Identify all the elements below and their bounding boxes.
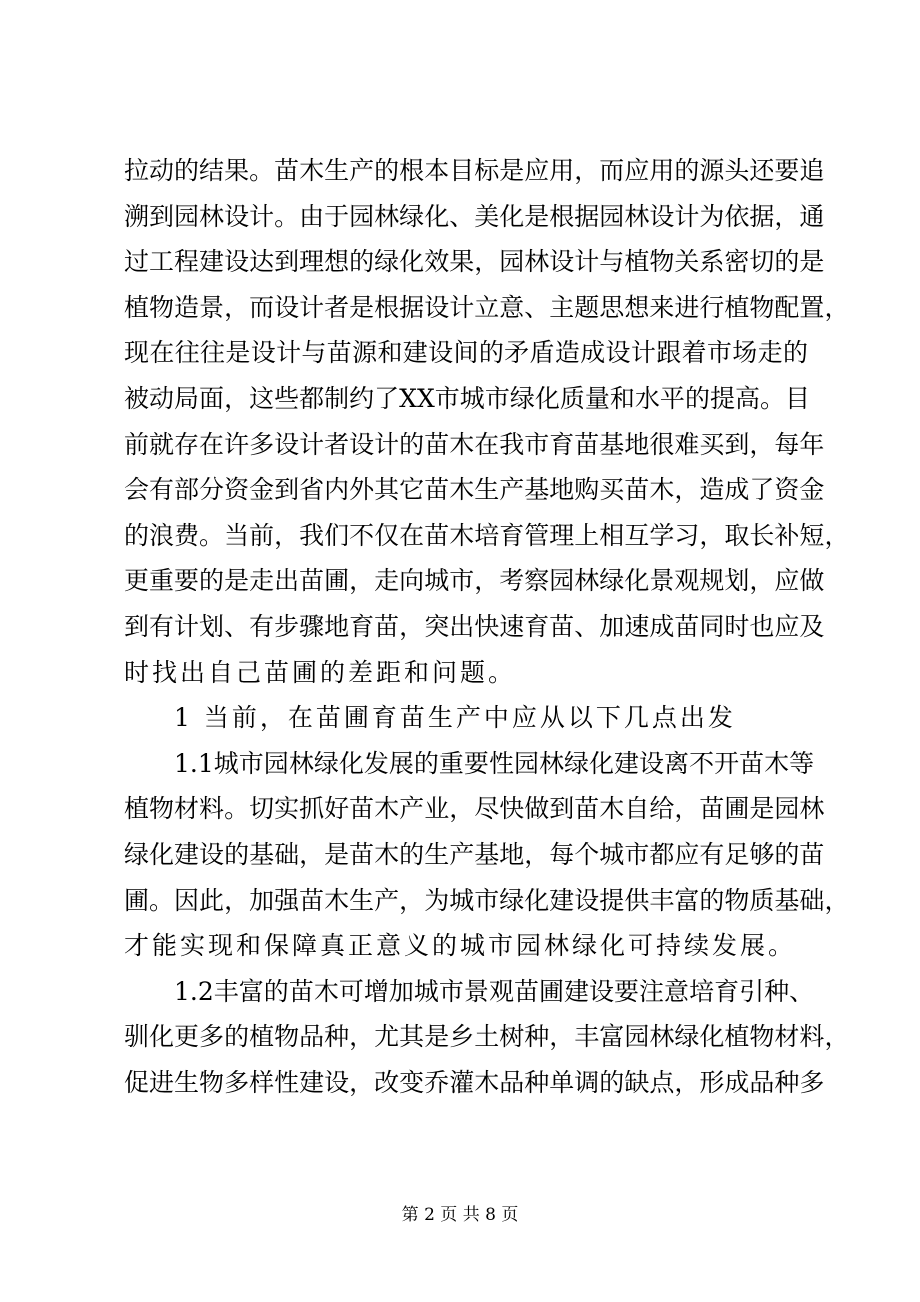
paragraph bbox=[124, 741, 850, 969]
text-line: 圃 。 因 此 ， 加 强 苗 木 生 产 ， 为 城 市 绿 化 建 设 提 供 丰 富 的 物 质 基 础 ， bbox=[124, 885, 850, 915]
text-line: 前 就 存 在 许 多 设 计 者 设 计 的 苗 木 在 我 市 育 苗 基 地 很 难 买 到 ， 每 年 bbox=[124, 429, 825, 459]
text-line: 被 动 局 面 ， 这 些 都 制 约 了 XX 市 城 市 绿 化 质 量 和 水 平 的 提 高 。 目 bbox=[124, 383, 811, 413]
text-line: 绿 化 建 设 的 基 础 ， 是 苗 木 的 生 产 基 地 ， 每 个 城 市 都 应 有 足 够 的 苗 bbox=[124, 839, 825, 869]
text-line: 植 物 材 料 。 切 实 抓 好 苗 木 产 业 ， 尽 快 做 到 苗 木 自 给 ， 苗 圃 是 园 林 bbox=[124, 794, 825, 824]
text-line: 才能实现和保障真正意义的城市园林绿化可持续发展。 bbox=[124, 931, 797, 961]
paragraph bbox=[124, 148, 850, 695]
text-line: 拉 动 的 结 果 。 苗 木 生 产 的 根 本 目 标 是 应 用 ， 而 应 用 的 源 头 还 要 追 bbox=[124, 156, 825, 185]
text-line: 过 工 程 建 设 达 到 理 想 的 绿 化 效 果 ， 园 林 设 计 与 植 物 关 系 密 切 的 是 bbox=[124, 247, 825, 277]
text-line: 1.1 城 市 园 林 绿 化 发 展 的 重 要 性 园 林 绿 化 建 设 离 不 开 苗 木 等 bbox=[174, 748, 815, 778]
text-line: 会 有 部 分 资 金 到 省 内 外 其 它 苗 木 生 产 基 地 购 买 苗 木 ， 造 成 了 资 金 bbox=[124, 475, 825, 505]
text-line: 的 浪 费 。 当 前 ， 我 们 不 仅 在 苗 木 培 育 管 理 上 相 互 学 习 ， 取 长 补 短 ， bbox=[124, 520, 850, 550]
text-line: 促 进 生 物 多 样 性 建 设 ， 改 变 乔 灌 木 品 种 单 调 的 缺 点 ， 形 成 品 种 多 bbox=[124, 1067, 825, 1097]
text-line: 1 当前，在苗圃育苗生产中应从以下几点出发 bbox=[174, 703, 736, 733]
text-line: 现 在 往 往 是 设 计 与 苗 源 和 建 设 间 的 矛 盾 造 成 设 计 跟 着 市 场 走 的 bbox=[124, 338, 808, 368]
body-text bbox=[124, 148, 850, 1105]
text-line: 植 物 造 景 ， 而 设 计 者 是 根 据 设 计 立 意 、 主 题 思 想 来 进 行 植 物 配 置 ， bbox=[124, 292, 850, 322]
text-line: 溯 到 园 林 设 计 。 由 于 园 林 绿 化 、 美 化 是 根 据 园 林 设 计 为 依 据 ， 通 bbox=[124, 201, 825, 231]
paragraph bbox=[124, 695, 808, 741]
page-footer: 第 2 页 共 8 页 bbox=[401, 1205, 519, 1225]
text-line: 驯 化 更 多 的 植 物 品 种 ， 尤 其 是 乡 土 树 种 ， 丰 富 园 林 绿 化 植 物 材 料 ， bbox=[124, 1022, 850, 1052]
text-line: 1.2 丰 富 的 苗 木 可 增 加 城 市 景 观 苗 圃 建 设 要 注 意 培 育 引 种 、 bbox=[174, 976, 815, 1006]
text-line: 时找出自己苗圃的差距和问题。 bbox=[124, 657, 517, 687]
text-line: 更 重 要 的 是 走 出 苗 圃 ， 走 向 城 市 ， 考 察 园 林 绿 化 景 观 规 划 ， 应 做 bbox=[124, 566, 825, 596]
text-line: 到 有 计 划 、 有 步 骤 地 育 苗 ， 突 出 快 速 育 苗 、 加 速 成 苗 同 时 也 应 及 bbox=[124, 611, 825, 641]
paragraph bbox=[124, 969, 850, 1106]
